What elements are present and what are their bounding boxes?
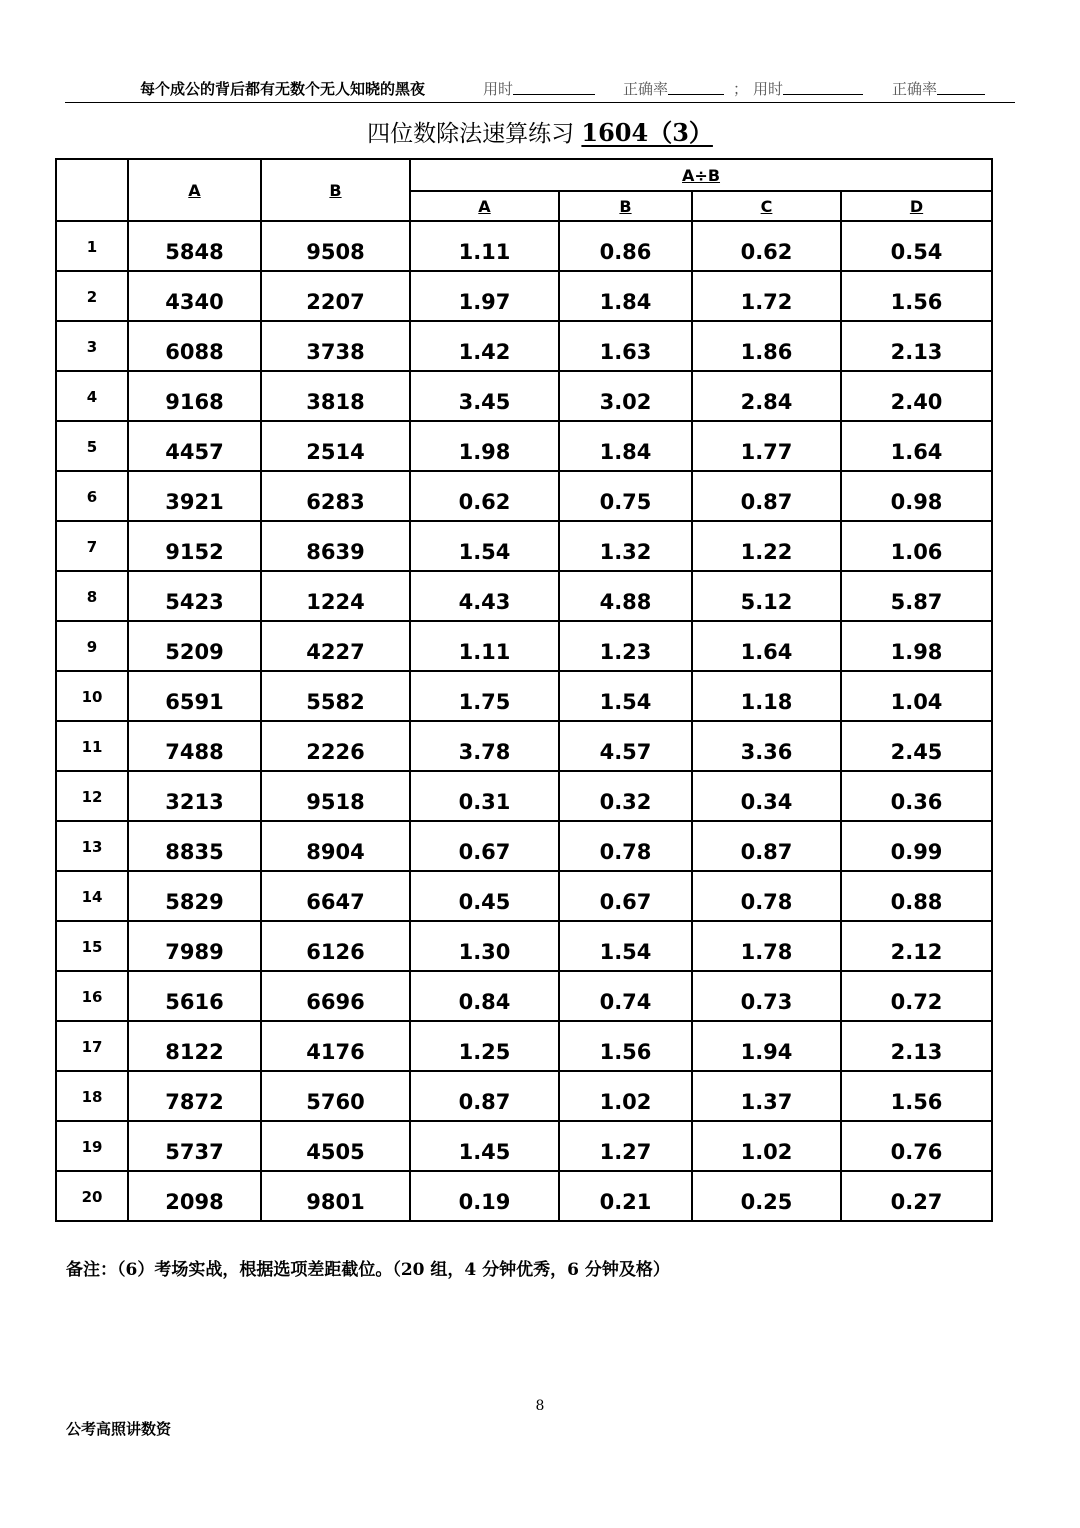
option-d-cell: 1.06 [841,521,992,571]
dividend-cell: 5737 [128,1121,261,1171]
table-row [56,971,992,1021]
option-c-cell: 1.78 [692,921,841,971]
option-d-cell: 1.56 [841,271,992,321]
divisor-cell: 6126 [261,921,410,971]
option-b-cell: 0.21 [559,1171,692,1221]
divisor-cell: 8904 [261,821,410,871]
header-motto: 每个成公的背后都有无数个无人知晓的黑夜 [140,80,426,98]
option-c-cell: 1.72 [692,271,841,321]
option-b-cell: 1.56 [559,1021,692,1071]
table-row [56,1021,992,1071]
option-d-cell: 2.40 [841,371,992,421]
option-b-cell: 1.27 [559,1121,692,1171]
table-row [56,821,992,871]
header-option-d: D [841,191,992,221]
option-c-cell: 1.64 [692,621,841,671]
option-d-cell: 1.56 [841,1071,992,1121]
table-body [56,221,992,1221]
option-b-cell: 0.67 [559,871,692,921]
option-a-cell: 1.11 [410,221,559,271]
option-a-cell: 3.78 [410,721,559,771]
dividend-cell: 3921 [128,471,261,521]
option-a-cell: 1.97 [410,271,559,321]
option-d-cell: 1.98 [841,621,992,671]
row-index: 6 [56,471,128,521]
option-d-cell: 2.45 [841,721,992,771]
option-a-cell: 0.45 [410,871,559,921]
time-blank-1 [513,78,595,95]
option-d-cell: 0.54 [841,221,992,271]
option-c-cell: 5.12 [692,571,841,621]
option-a-cell: 1.11 [410,621,559,671]
option-d-cell: 2.13 [841,1021,992,1071]
row-index: 12 [56,771,128,821]
time-blank-2 [783,78,863,95]
header-separator: ； [733,80,749,98]
header-option-b: B [559,191,692,221]
divisor-cell: 3818 [261,371,410,421]
dividend-cell: 6591 [128,671,261,721]
row-index: 1 [56,221,128,271]
divisor-cell: 6283 [261,471,410,521]
option-c-cell: 1.94 [692,1021,841,1071]
option-d-cell: 0.36 [841,771,992,821]
option-b-cell: 3.02 [559,371,692,421]
option-a-cell: 0.31 [410,771,559,821]
option-c-cell: 0.62 [692,221,841,271]
table-row [56,271,992,321]
option-c-cell: 2.84 [692,371,841,421]
dividend-cell: 5829 [128,871,261,921]
option-a-cell: 1.45 [410,1121,559,1171]
option-d-cell: 0.88 [841,871,992,921]
option-c-cell: 0.87 [692,821,841,871]
table-row [56,1071,992,1121]
table-row [56,721,992,771]
option-d-cell: 0.98 [841,471,992,521]
option-b-cell: 0.74 [559,971,692,1021]
row-index: 3 [56,321,128,371]
page-number: 8 [535,1398,545,1414]
divisor-cell: 2226 [261,721,410,771]
option-c-cell: 0.25 [692,1171,841,1221]
table-row [56,571,992,621]
row-index: 16 [56,971,128,1021]
table-row [56,1171,992,1221]
option-a-cell: 0.84 [410,971,559,1021]
row-index: 20 [56,1171,128,1221]
dividend-cell: 4457 [128,421,261,471]
option-c-cell: 1.22 [692,521,841,571]
accuracy-label-2: 正确率 [892,80,938,98]
title-text: 四位数除法速算练习 [367,121,575,147]
dividend-cell: 7872 [128,1071,261,1121]
accuracy-field-1 [623,78,668,99]
option-a-cell: 1.25 [410,1021,559,1071]
divisor-cell: 6696 [261,971,410,1021]
option-a-cell: 1.30 [410,921,559,971]
dividend-cell: 5848 [128,221,261,271]
option-b-cell: 1.54 [559,921,692,971]
table-row [56,421,992,471]
divisor-cell: 9518 [261,771,410,821]
option-d-cell: 0.99 [841,821,992,871]
option-b-cell: 1.32 [559,521,692,571]
header-option-a: A [410,191,559,221]
option-c-cell: 1.86 [692,321,841,371]
option-d-cell: 0.72 [841,971,992,1021]
option-c-cell: 0.73 [692,971,841,1021]
table-row [56,771,992,821]
time-label-1: 用时 [483,80,514,98]
divisor-cell: 2207 [261,271,410,321]
header-col-b: B [261,159,410,221]
divisor-cell: 5760 [261,1071,410,1121]
option-c-cell: 0.34 [692,771,841,821]
dividend-cell: 9168 [128,371,261,421]
time-field-2 [753,78,783,99]
option-c-cell: 3.36 [692,721,841,771]
table-row [56,921,992,971]
divisor-cell: 9801 [261,1171,410,1221]
row-index: 19 [56,1121,128,1171]
accuracy-blank-2 [937,78,985,95]
divisor-cell: 4505 [261,1121,410,1171]
option-a-cell: 0.87 [410,1071,559,1121]
table-row [56,371,992,421]
divisor-cell: 5582 [261,671,410,721]
note-text: 备注：（6）考场实战，根据选项差距截位。（20 组，4 分钟优秀，6 分钟及格） [66,1260,670,1280]
time-field-1 [483,78,513,99]
option-b-cell: 1.84 [559,421,692,471]
time-label-2: 用时 [753,80,784,98]
dividend-cell: 9152 [128,521,261,571]
accuracy-field-2 [892,78,937,99]
table-row [56,871,992,921]
row-index: 11 [56,721,128,771]
dividend-cell: 8122 [128,1021,261,1071]
divisor-cell: 9508 [261,221,410,271]
option-b-cell: 0.32 [559,771,692,821]
dividend-cell: 5423 [128,571,261,621]
option-d-cell: 5.87 [841,571,992,621]
divisor-cell: 4227 [261,621,410,671]
dividend-cell: 4340 [128,271,261,321]
row-index: 8 [56,571,128,621]
table-row [56,671,992,721]
page-title [0,113,1080,148]
footer-text: 公考高照讲数资 [66,1420,172,1438]
option-c-cell: 1.18 [692,671,841,721]
option-b-cell: 1.02 [559,1071,692,1121]
option-d-cell: 2.13 [841,321,992,371]
dividend-cell: 3213 [128,771,261,821]
row-index: 18 [56,1071,128,1121]
option-c-cell: 0.87 [692,471,841,521]
dividend-cell: 5616 [128,971,261,1021]
table-row [56,521,992,571]
title-number: 1604（3） [581,118,713,147]
row-index: 2 [56,271,128,321]
option-b-cell: 0.86 [559,221,692,271]
header-option-c: C [692,191,841,221]
table-row [56,621,992,671]
row-index: 9 [56,621,128,671]
option-b-cell: 0.75 [559,471,692,521]
row-index: 15 [56,921,128,971]
accuracy-blank-1 [668,78,724,95]
dividend-cell: 7488 [128,721,261,771]
table-row [56,471,992,521]
dividend-cell: 2098 [128,1171,261,1221]
row-index: 4 [56,371,128,421]
option-a-cell: 1.75 [410,671,559,721]
header-group-division: A÷B [410,159,992,191]
row-index: 5 [56,421,128,471]
option-d-cell: 2.12 [841,921,992,971]
option-b-cell: 1.84 [559,271,692,321]
header-col-a: A [128,159,261,221]
option-a-cell: 1.98 [410,421,559,471]
row-index: 13 [56,821,128,871]
exercise-table [55,158,993,1222]
option-b-cell: 1.63 [559,321,692,371]
option-c-cell: 1.77 [692,421,841,471]
table-row [56,221,992,271]
dividend-cell: 7989 [128,921,261,971]
option-d-cell: 1.04 [841,671,992,721]
corner-cell [56,159,128,221]
option-a-cell: 4.43 [410,571,559,621]
dividend-cell: 5209 [128,621,261,671]
option-a-cell: 0.67 [410,821,559,871]
option-a-cell: 1.54 [410,521,559,571]
row-index: 10 [56,671,128,721]
divisor-cell: 4176 [261,1021,410,1071]
divisor-cell: 6647 [261,871,410,921]
divisor-cell: 2514 [261,421,410,471]
option-b-cell: 1.23 [559,621,692,671]
dividend-cell: 6088 [128,321,261,371]
option-a-cell: 0.19 [410,1171,559,1221]
option-b-cell: 1.54 [559,671,692,721]
option-b-cell: 4.88 [559,571,692,621]
divisor-cell: 3738 [261,321,410,371]
option-c-cell: 0.78 [692,871,841,921]
option-b-cell: 4.57 [559,721,692,771]
option-b-cell: 0.78 [559,821,692,871]
row-index: 14 [56,871,128,921]
divisor-cell: 8639 [261,521,410,571]
dividend-cell: 8835 [128,821,261,871]
option-a-cell: 3.45 [410,371,559,421]
table-row [56,321,992,371]
page-header [65,78,1015,103]
accuracy-label-1: 正确率 [623,80,669,98]
option-d-cell: 0.27 [841,1171,992,1221]
divisor-cell: 1224 [261,571,410,621]
option-d-cell: 0.76 [841,1121,992,1171]
option-c-cell: 1.02 [692,1121,841,1171]
option-c-cell: 1.37 [692,1071,841,1121]
option-a-cell: 1.42 [410,321,559,371]
row-index: 17 [56,1021,128,1071]
option-d-cell: 1.64 [841,421,992,471]
table-row [56,1121,992,1171]
option-a-cell: 0.62 [410,471,559,521]
row-index: 7 [56,521,128,571]
